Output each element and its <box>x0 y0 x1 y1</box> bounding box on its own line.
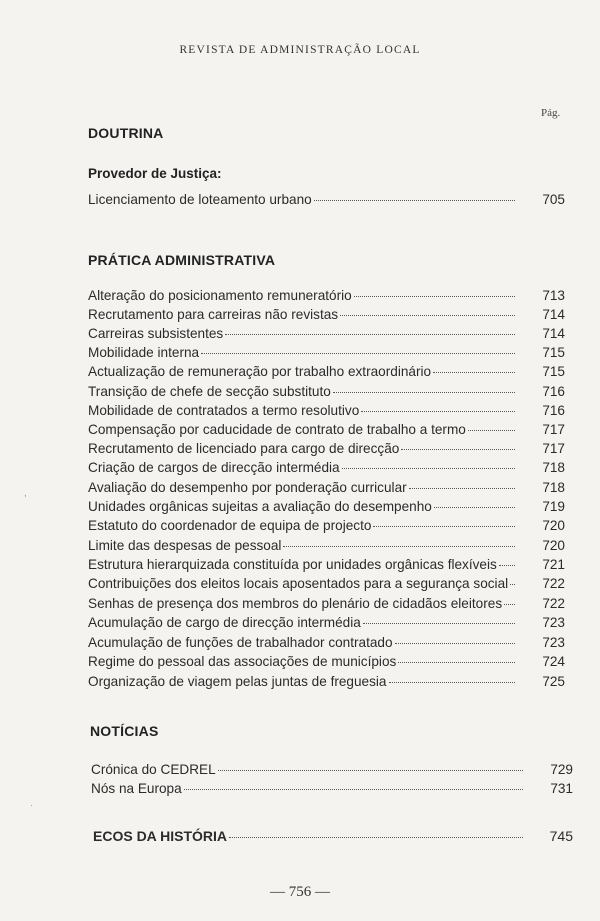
toc-entry-page: 723 <box>542 635 565 650</box>
toc-entry-title: Recrutamento de licenciado para cargo de direcção <box>88 441 400 456</box>
toc-entry-page: 745 <box>549 828 573 844</box>
dot-leader <box>184 789 523 790</box>
toc-entry-page: 725 <box>542 674 565 689</box>
toc-entry <box>88 499 565 514</box>
toc-entry-title: Acumulação de cargo de direcção intermédia <box>88 615 361 630</box>
toc-entry-title: Senhas de presença dos membros do plenário de cidadãos eleitores <box>88 596 503 611</box>
dot-leader <box>342 468 515 469</box>
toc-entry-page: 705 <box>542 192 565 207</box>
toc-entry <box>88 403 565 418</box>
toc-entry-page: 715 <box>542 364 565 379</box>
dot-leader <box>468 430 515 431</box>
toc-entry <box>88 345 565 360</box>
dot-leader <box>398 662 515 663</box>
toc-entry-page: 724 <box>542 654 565 669</box>
toc-entry <box>88 674 565 689</box>
dot-leader <box>361 411 515 412</box>
dot-leader <box>229 837 523 838</box>
toc-entry-page: 723 <box>542 615 565 630</box>
toc-entry <box>88 384 565 399</box>
toc-entry <box>88 576 565 591</box>
page-column-label: Pág. <box>541 107 561 119</box>
toc-entry <box>88 460 565 475</box>
toc-entry <box>88 288 565 303</box>
section-heading-noticias: NOTÍCIAS <box>90 723 159 739</box>
toc-entry-page: 718 <box>542 480 565 495</box>
toc-entry-title: Acumulação de funções de trabalhador contratado <box>88 635 393 650</box>
toc-entry-title: Avaliação do desempenho por ponderação curricular <box>88 480 407 495</box>
toc-entry <box>88 480 565 495</box>
toc-entry-title: Carreiras subsistentes <box>88 326 224 341</box>
toc-entry-title: Criação de cargos de direcção intermédia <box>88 460 340 475</box>
dot-leader <box>504 604 515 605</box>
toc-entry-page: 731 <box>550 781 573 796</box>
toc-entry-page: 722 <box>542 576 565 591</box>
toc-entry <box>88 635 565 650</box>
toc-entry <box>88 422 565 437</box>
toc-entry-page: 714 <box>542 307 565 322</box>
toc-entry-title: Alteração do posicionamento remuneratório <box>88 288 352 303</box>
dot-leader <box>363 623 515 624</box>
toc-entry <box>88 518 565 533</box>
toc-entry <box>88 192 565 207</box>
dot-leader <box>333 392 515 393</box>
page-number: — 756 — <box>270 884 330 900</box>
toc-entry-title: Unidades orgânicas sujeitas a avaliação do desempenho <box>88 499 432 514</box>
toc-entry <box>88 654 565 669</box>
toc-entry-page: 721 <box>542 557 565 572</box>
toc-entry-page: 713 <box>542 288 565 303</box>
dot-leader <box>201 353 515 354</box>
dot-leader <box>510 584 515 585</box>
dot-leader <box>340 315 515 316</box>
dot-leader <box>433 372 515 373</box>
toc-entry-page: 720 <box>542 518 565 533</box>
toc-entry-title: Actualização de remuneração por trabalho extraordinário <box>88 364 432 379</box>
toc-entry <box>88 615 565 630</box>
dot-leader <box>218 770 523 771</box>
running-head: REVISTA DE ADMINISTRAÇÃO LOCAL <box>179 44 421 56</box>
toc-entry-title: Estrutura hierarquizada constituída por unidades orgânicas flexíveis <box>88 557 497 572</box>
toc-entry <box>88 441 565 456</box>
toc-entry-title: Mobilidade interna <box>88 345 200 360</box>
toc-entry-page: 722 <box>542 596 565 611</box>
toc-entry-title: Limite das despesas de pessoal <box>88 538 282 553</box>
toc-entry-title: Nós na Europa <box>91 781 182 796</box>
dot-leader <box>283 546 515 547</box>
toc-entry-page: 714 <box>542 326 565 341</box>
toc-entry-page: 720 <box>542 538 565 553</box>
dot-leader <box>373 526 515 527</box>
toc-entry-title: Regime do pessoal das associações de municípios <box>88 654 397 669</box>
toc-entry-title: Organização de viagem pelas juntas de freguesia <box>88 674 387 689</box>
dot-leader <box>409 488 515 489</box>
toc-entry-page: 717 <box>542 441 565 456</box>
toc-entry-title: Recrutamento para carreiras não revistas <box>88 307 339 322</box>
toc-entry-title: Compensação por caducidade de contrato de trabalho a termo <box>88 422 466 437</box>
toc-entry-page: 718 <box>542 460 565 475</box>
toc-entry <box>88 307 565 322</box>
toc-entry-title: Licenciamento de loteamento urbano <box>88 192 312 207</box>
dot-leader <box>225 334 515 335</box>
toc-entry-title: Mobilidade de contratados a termo resolutivo <box>88 403 360 418</box>
scan-speck: , <box>24 488 27 499</box>
dot-leader <box>389 682 516 683</box>
toc-entry <box>88 557 565 572</box>
scan-speck: · <box>30 800 34 811</box>
dot-leader <box>434 507 515 508</box>
toc-entry-page: 719 <box>542 499 565 514</box>
dot-leader <box>499 565 515 566</box>
toc-entry <box>91 781 573 796</box>
toc-entry <box>91 762 573 777</box>
toc-entry-title: Estatuto do coordenador de equipa de projecto <box>88 518 372 533</box>
toc-entry-ecos <box>93 828 573 844</box>
toc-entry-title: Transição de chefe de secção substituto <box>88 384 331 399</box>
subheading-provedor: Provedor de Justiça: <box>88 166 222 181</box>
dot-leader <box>395 643 515 644</box>
toc-entry <box>88 538 565 553</box>
toc-entry-page: 716 <box>542 384 565 399</box>
toc-entry-title: Crónica do CEDREL <box>91 762 216 777</box>
dot-leader <box>401 449 515 450</box>
toc-entry-page: 716 <box>542 403 565 418</box>
toc-entry <box>88 326 565 341</box>
toc-entry-page: 717 <box>542 422 565 437</box>
section-heading-doutrina: DOUTRINA <box>88 125 164 141</box>
toc-entry <box>88 596 565 611</box>
toc-entry-page: 729 <box>550 762 573 777</box>
section-heading-ecos: ECOS DA HISTÓRIA <box>93 828 228 844</box>
toc-entry <box>88 364 565 379</box>
dot-leader <box>354 296 515 297</box>
toc-entry-title: Contribuições dos eleitos locais aposentados para a segurança social <box>88 576 509 591</box>
dot-leader <box>314 200 515 201</box>
toc-entry-page: 715 <box>542 345 565 360</box>
section-heading-pratica: PRÁTICA ADMINISTRATIVA <box>88 252 276 268</box>
